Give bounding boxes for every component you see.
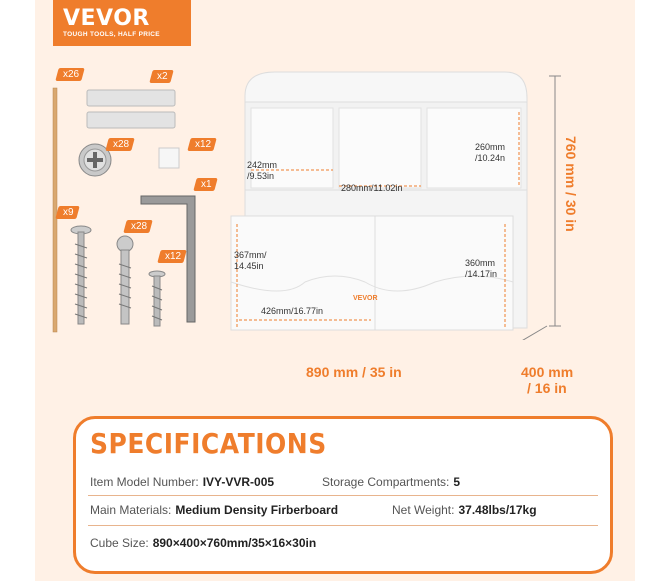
- qty-cam-lock: x28: [105, 138, 135, 151]
- divider: [88, 525, 598, 526]
- pad-icon: [159, 148, 179, 168]
- qty-cam-bolt: x28: [123, 220, 153, 233]
- spec-row-model: Item Model Number: IVY-VVR-005: [90, 475, 275, 489]
- hardware-illustration: [35, 0, 635, 340]
- specifications-card: [73, 416, 613, 574]
- dim-right-top: 260mm /10.24n: [475, 142, 506, 163]
- short-screw-icon: [149, 271, 165, 326]
- qty-allen-key: x1: [193, 178, 217, 191]
- long-screw-icon: [71, 226, 91, 324]
- specifications-title: SPECIFICATIONS: [90, 427, 327, 460]
- wooden-dowel-icon: [53, 88, 57, 332]
- qty-pad: x12: [187, 138, 217, 151]
- dim-bin-width: 426mm/16.77in: [261, 306, 324, 316]
- brand-name: VEVOR: [63, 6, 150, 31]
- dim-middle-top: 280mm/11.02in: [341, 183, 403, 193]
- cam-bolt-icon: [117, 236, 133, 324]
- spec-row-size: Cube Size: 890×400×760mm/35×16×30in: [90, 536, 317, 550]
- overall-height: 760 mm / 30 in: [563, 136, 579, 232]
- brand-tagline: TOUGH TOOLS, HALF PRICE: [63, 31, 160, 38]
- qty-dowel: x26: [55, 68, 85, 81]
- dim-left-bottom: 367mm/ 14.45in: [234, 250, 267, 271]
- overall-depth: 400 mm / 16 in: [521, 364, 574, 396]
- spec-row-materials: Main Materials: Medium Density Firberboard: [90, 503, 339, 517]
- qty-strips: x2: [149, 70, 173, 83]
- divider: [88, 495, 598, 496]
- spec-row-weight: Net Weight: 37.48lbs/17kg: [392, 503, 537, 517]
- dim-right-bottom: 360mm /14.17in: [465, 258, 498, 279]
- adhesive-strips-icon: [87, 90, 175, 128]
- overall-width: 890 mm / 35 in: [306, 364, 402, 380]
- dim-left-top: 242mm /9.53in: [247, 160, 278, 181]
- spec-row-compartments: Storage Compartments: 5: [322, 475, 461, 489]
- bin-logo: VEVOR: [353, 295, 378, 302]
- qty-long-screw: x9: [55, 206, 79, 219]
- qty-short-screw: x12: [157, 250, 187, 263]
- product-spec-page: [35, 0, 635, 581]
- storage-shelf-illustration: [231, 72, 561, 340]
